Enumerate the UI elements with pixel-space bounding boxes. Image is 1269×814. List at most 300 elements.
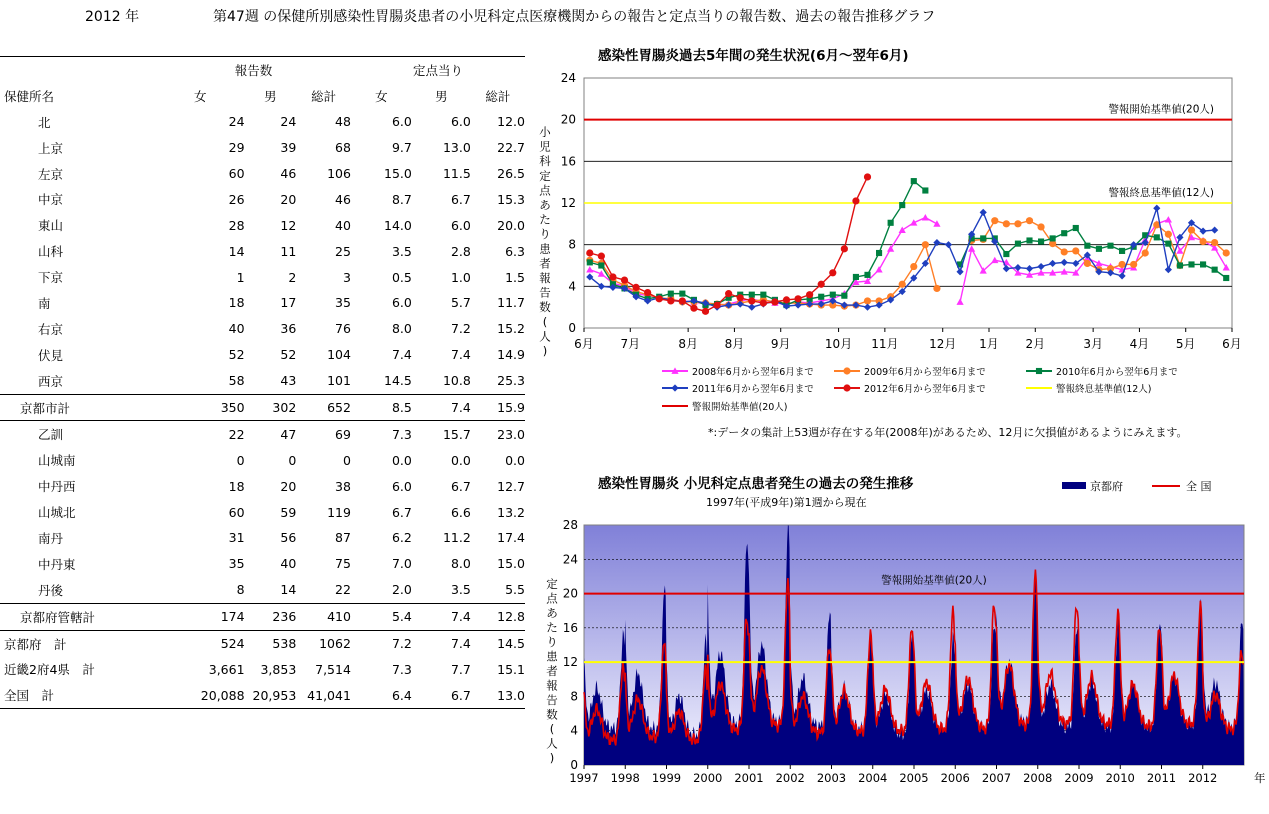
table-cell: 6.0 [391,114,412,130]
table-cell: 174 [156,603,245,630]
table-cell: 68 [335,140,351,156]
table-cell: 43 [280,373,297,389]
table-cell: 8.0 [450,556,471,572]
table-cell: 15.0 [497,556,525,572]
table-row [0,212,525,238]
row-name: 京都府管轄計 [0,603,156,630]
row-name: 丹後 [38,582,64,598]
table-cell: 6.7 [412,682,471,708]
data-point [609,273,616,280]
data-point [644,289,651,296]
table-row [0,109,525,135]
table-cell: 13.0 [442,140,471,156]
x-tick-label: 6月 [574,337,594,351]
data-point [667,297,674,304]
x-tick-label: 1999 [651,771,682,785]
group-header: 定点当り [351,57,525,83]
x-tick-label: 2月 [1025,337,1046,351]
table-row [0,525,525,551]
table-cell: 48 [335,114,351,130]
x-tick-label: 2002 [775,771,805,785]
table-row [0,551,525,577]
table-cell: 0.0 [391,452,412,468]
column-header: 女 [375,88,388,104]
x-tick-label: 6月 [1222,337,1242,351]
table-cell: 24 [228,114,245,130]
data-point [760,292,766,298]
table-cell: 60 [228,504,245,520]
data-point [679,291,685,297]
chart2-title: 感染性胃腸炎 小児科定点患者発生の過去の発生推移 [598,476,914,492]
y-axis-label-char: 数 [539,300,551,315]
table-cell: 15.2 [497,321,525,337]
y-tick-label: 16 [562,620,578,635]
data-point [1026,217,1033,224]
data-point [899,202,905,208]
y-axis-label-char: り [546,635,558,649]
y-tick-label: 4 [570,723,578,738]
data-point [843,384,850,391]
table-cell: 2.8 [450,243,471,259]
y-tick-label: 24 [560,71,576,85]
page-title: 第47週 の保健所別感染性胃腸炎患者の小児科定点医療機関からの報告と定点当りの報告数、過去の報告推移グラフ [213,9,936,25]
table-cell: 6.4 [351,682,412,708]
data-point [587,259,593,265]
table-cell: 24 [280,114,297,130]
y-axis-label-char: 児 [539,139,551,154]
data-point [933,285,940,292]
table-cell: 14.5 [384,373,412,389]
y-axis-label-char: 人 [539,329,551,344]
table-cell: 25.3 [497,373,525,389]
data-point [1165,231,1172,238]
table-cell: 22.7 [497,140,525,156]
legend-item [662,366,814,378]
table-cell: 11 [280,243,297,259]
table-row [0,161,525,187]
table-cell: 11.5 [442,166,471,181]
table-cell: 69 [296,421,351,447]
report-year: 2012 年 [85,9,140,25]
table-cell: 7,514 [315,661,351,677]
table-cell: 5.4 [351,603,412,630]
table-cell: 6.0 [391,295,412,311]
row-name: 京都市計 [0,394,156,421]
table-cell: 1.0 [450,269,471,285]
y-axis-label-char: 報 [539,271,551,285]
table-row [0,316,525,342]
x-tick-label: 9月 [770,337,791,351]
data-point [621,276,628,283]
data-point [632,284,639,291]
table-cell: 7.3 [351,421,412,447]
y-axis-label-char: 者 [546,664,558,678]
x-tick-label: 2004 [858,771,888,785]
table-cell: 12 [280,217,297,233]
row-name: 京都府 計 [0,630,156,656]
data-point [991,217,998,224]
x-tick-label: 8月 [724,337,745,351]
legend-item [834,383,986,395]
row-name: 近畿2府4県 計 [4,662,95,678]
x-tick-label: 2011 [1146,771,1177,785]
table-cell: 20 [280,191,297,207]
group-header [0,57,156,83]
y-axis-label-char: ( [549,722,555,736]
table-row [0,290,525,316]
y-tick-label: 20 [560,112,576,127]
y-axis-label-char: 告 [546,693,558,707]
y-tick-label: 4 [568,279,576,294]
table-cell: 41,041 [296,682,351,708]
table-cell: 56 [280,530,297,546]
table-cell: 13.2 [497,504,525,520]
legend-label: 2010年6月から翌年6月まで [1056,367,1178,378]
table-cell: 22 [156,421,245,447]
legend-label: 全 国 [1186,480,1212,493]
chart1-title: 感染性胃腸炎過去5年間の発生状況(6月～翌年6月) [598,48,909,64]
x-tick-label: 7月 [620,337,641,351]
table-cell: 236 [245,603,297,630]
data-point [1154,234,1160,240]
data-point [656,295,663,302]
table-cell: 7.7 [450,661,471,677]
table-row [0,656,525,682]
data-point [598,253,605,260]
y-axis-label-char: 報 [546,678,558,693]
x-tick-label: 11月 [871,337,899,351]
table-cell: 58 [228,373,245,389]
y-axis-label-char: た [546,620,558,635]
y-axis-label-char: 小 [539,125,551,139]
table-row [0,342,525,368]
legend-label: 警報開始基準値(20人) [692,402,788,413]
data-point [598,262,604,268]
table-cell: 52 [228,347,245,363]
table-cell: 25 [335,243,351,259]
data-point [737,294,744,301]
column-header: 総計 [485,88,511,104]
table-cell: 8 [236,582,245,598]
table-row [0,238,525,264]
table-cell: 17.4 [497,530,525,546]
data-point [1119,248,1125,254]
data-point [1050,235,1056,241]
x-tick-label: 1月 [979,337,999,351]
data-point [771,298,778,305]
table-cell: 7.2 [450,321,471,337]
x-tick-label: 2008 [1023,771,1053,785]
data-point [864,173,871,180]
table-cell: 0 [342,452,351,468]
data-point [702,308,709,315]
data-point [1130,261,1137,268]
x-tick-label: 12月 [929,337,957,351]
page-header [0,0,1269,28]
table-row [0,577,525,603]
table-cell: 14.0 [384,217,412,233]
x-tick-label: 3月 [1083,337,1103,351]
table-cell: 6.0 [450,114,471,130]
data-point [1073,225,1079,231]
y-tick-label: 12 [560,196,576,210]
x-tick-label: 2005 [899,771,929,785]
table-cell: 28 [228,217,245,233]
table-cell: 40 [280,556,297,572]
table-cell: 2 [288,269,297,285]
table-cell: 6.7 [391,504,412,520]
table-cell: 18 [228,478,245,494]
data-point [1003,220,1010,227]
y-axis-label-char: 定 [539,168,551,183]
data-point [1107,243,1113,249]
table-row [0,682,525,708]
legend-item [662,401,788,413]
table-row [0,186,525,212]
data-point [1211,239,1218,246]
table-cell: 23.0 [471,421,525,447]
table-cell: 1062 [296,630,351,656]
row-name: 東山 [38,218,64,234]
data-point [829,269,836,276]
table-cell: 6.0 [450,217,471,233]
table-cell: 7.4 [412,603,471,630]
y-tick-label: 8 [570,689,578,704]
table-cell: 3,661 [208,661,245,677]
table-cell: 6.3 [505,243,525,259]
data-point [1188,226,1195,233]
legend [1062,479,1212,493]
x-tick-label: 2007 [981,771,1012,785]
table-cell: 39 [280,140,297,156]
table-cell: 14.9 [497,347,525,363]
table-cell: 15.7 [412,421,471,447]
table-cell: 524 [156,630,245,656]
y-axis-label-char: 者 [539,256,551,271]
table-cell: 26.5 [497,166,525,181]
threshold-label: 警報開始基準値(20人) [881,574,987,587]
data-point [748,297,755,304]
table-cell: 7.3 [391,661,412,677]
table-cell: 0.5 [391,269,412,285]
data-point [794,295,801,302]
table-row [0,264,525,290]
row-name: 下京 [38,270,64,286]
data-point [713,301,720,308]
table-cell: 35 [228,556,245,572]
table-cell: 538 [245,630,297,656]
data-point [911,178,917,184]
data-point [1118,261,1125,268]
x-tick-label: 2012 [1188,771,1218,785]
data-point [679,297,686,304]
y-axis-label-char: ) [542,344,548,358]
data-point [783,296,790,303]
data-point [1199,238,1206,245]
row-name: 北 [38,114,51,130]
table-cell: 12.7 [497,478,525,494]
data-point [1200,261,1206,267]
table-cell: 0 [236,452,245,468]
x-tick-label: 2000 [693,771,723,785]
row-name: 全国 計 [0,682,156,708]
y-axis-label-char: 告 [539,285,551,300]
x-tick-label: 8月 [678,337,698,351]
row-name: 西京 [38,373,64,389]
row-name: 乙訓 [0,421,156,447]
legend-label: 2008年6月から翌年6月まで [692,367,814,378]
y-tick-label: 8 [568,237,576,252]
table-cell: 350 [156,394,245,421]
data-point [888,220,894,226]
table-row [0,603,525,630]
table-cell: 0.0 [505,452,525,468]
table-cell: 3.5 [391,243,412,259]
y-tick-label: 16 [560,154,576,169]
table-cell: 3.5 [450,582,471,598]
table-group-header [0,57,525,83]
threshold-label: 警報終息基準値(12人) [1108,187,1214,199]
data-point [1015,241,1021,247]
table-cell: 75 [335,556,351,572]
x-tick-label: 2001 [734,771,764,785]
table-cell: 1.5 [505,269,525,285]
table-cell: 3 [342,269,351,285]
table-cell: 8.0 [391,321,412,337]
table-cell: 302 [245,394,297,421]
table-row [0,447,525,473]
data-point [852,197,859,204]
y-tick-label: 12 [562,655,578,670]
table-cell: 35 [335,295,351,311]
data-point [1038,238,1044,244]
legend [662,366,1178,413]
x-tick-label: 1997 [569,771,599,785]
y-axis-label-char: 定 [546,577,558,591]
y-axis-label-char: 科 [539,154,551,169]
legend-swatch [1062,482,1086,489]
legend-label: 2011年6月から翌年6月まで [692,384,814,395]
table-cell: 40 [335,217,351,233]
row-name: 山城北 [38,505,76,521]
table-cell: 29 [228,140,245,156]
row-name: 山科 [38,244,64,260]
data-point [668,291,674,297]
x-tick-label: 2006 [940,771,970,785]
table-cell: 5.7 [450,295,471,311]
table-cell: 14 [280,582,297,598]
table-cell: 3,853 [260,661,297,677]
table-row [0,421,525,447]
data-point [864,297,871,304]
health-center-table [0,56,525,709]
table-cell: 13.0 [471,682,525,708]
y-axis-label-char: 患 [539,241,551,256]
data-point [841,293,847,299]
data-point [864,272,870,278]
data-point [1072,247,1079,254]
x-tick-label: 5月 [1175,337,1196,351]
table-cell: 14.5 [471,630,525,656]
group-header: 報告数 [156,57,351,83]
y-axis-label-char: ) [549,751,555,765]
table-cell: 20,088 [156,682,245,708]
data-point [1003,251,1009,257]
table-cell: 106 [327,166,351,181]
chart2-subtitle: 1997年(平成9年)第1週から現在 [706,496,867,509]
data-point [1026,237,1032,243]
data-point [841,245,848,252]
table-cell: 46 [280,166,297,181]
column-header: 保健所名 [4,88,55,104]
table-cell: 0.0 [450,452,471,468]
table-cell: 7.2 [351,630,412,656]
table-row [0,135,525,161]
column-header: 女 [194,88,207,104]
table-cell: 0 [288,452,297,468]
data-point [922,241,929,248]
x-tick-label: 2003 [816,771,847,785]
table-cell: 17 [280,295,297,311]
data-point [818,281,825,288]
legend-label: 京都府 [1090,480,1123,493]
table-cell: 12.0 [497,114,525,130]
y-axis-label-char: り [539,227,551,242]
row-name: 南 [38,295,51,311]
table-cell: 59 [280,504,297,520]
row-name: 南丹 [38,530,64,546]
table-cell: 12.8 [471,603,525,630]
row-name: 伏見 [38,347,64,363]
table-cell: 104 [327,347,351,363]
data-point [922,187,928,193]
data-point [1061,248,1068,255]
table-column-header [0,83,525,109]
table-cell: 20,953 [245,682,297,708]
table-cell: 6.7 [450,478,471,494]
column-header: 男 [435,88,448,104]
footnote: *:データの集計上53週が存在する年(2008年)があるため、12月に欠損値があるようにみえます。 [708,426,1188,439]
legend-label: 2009年6月から翌年6月まで [864,367,986,378]
data-point [1084,243,1090,249]
x-tick-label: 4月 [1129,337,1150,351]
table-cell: 38 [335,478,351,494]
data-point [1188,261,1194,267]
table-row [0,630,525,656]
table-cell: 22 [335,582,351,598]
table-cell: 6.6 [450,504,471,520]
data-point [899,281,906,288]
table-cell: 14 [228,243,245,259]
x-axis-label: 年 [1254,771,1266,785]
table-cell: 52 [280,347,297,363]
data-point [749,292,755,298]
table-cell: 410 [296,603,351,630]
data-point [725,290,732,297]
table-cell: 20.0 [497,217,525,233]
table-cell: 26 [228,191,245,207]
table-cell: 87 [335,530,351,546]
table-cell: 101 [327,373,351,389]
data-point [843,367,850,374]
legend-label: 2012年6月から翌年6月まで [864,384,986,395]
y-tick-label: 0 [568,321,576,335]
column-header: 総計 [311,88,337,104]
y-axis-label-char: あ [539,198,551,212]
data-point [830,292,836,298]
table-row [0,473,525,499]
table-cell: 15.3 [497,191,525,207]
